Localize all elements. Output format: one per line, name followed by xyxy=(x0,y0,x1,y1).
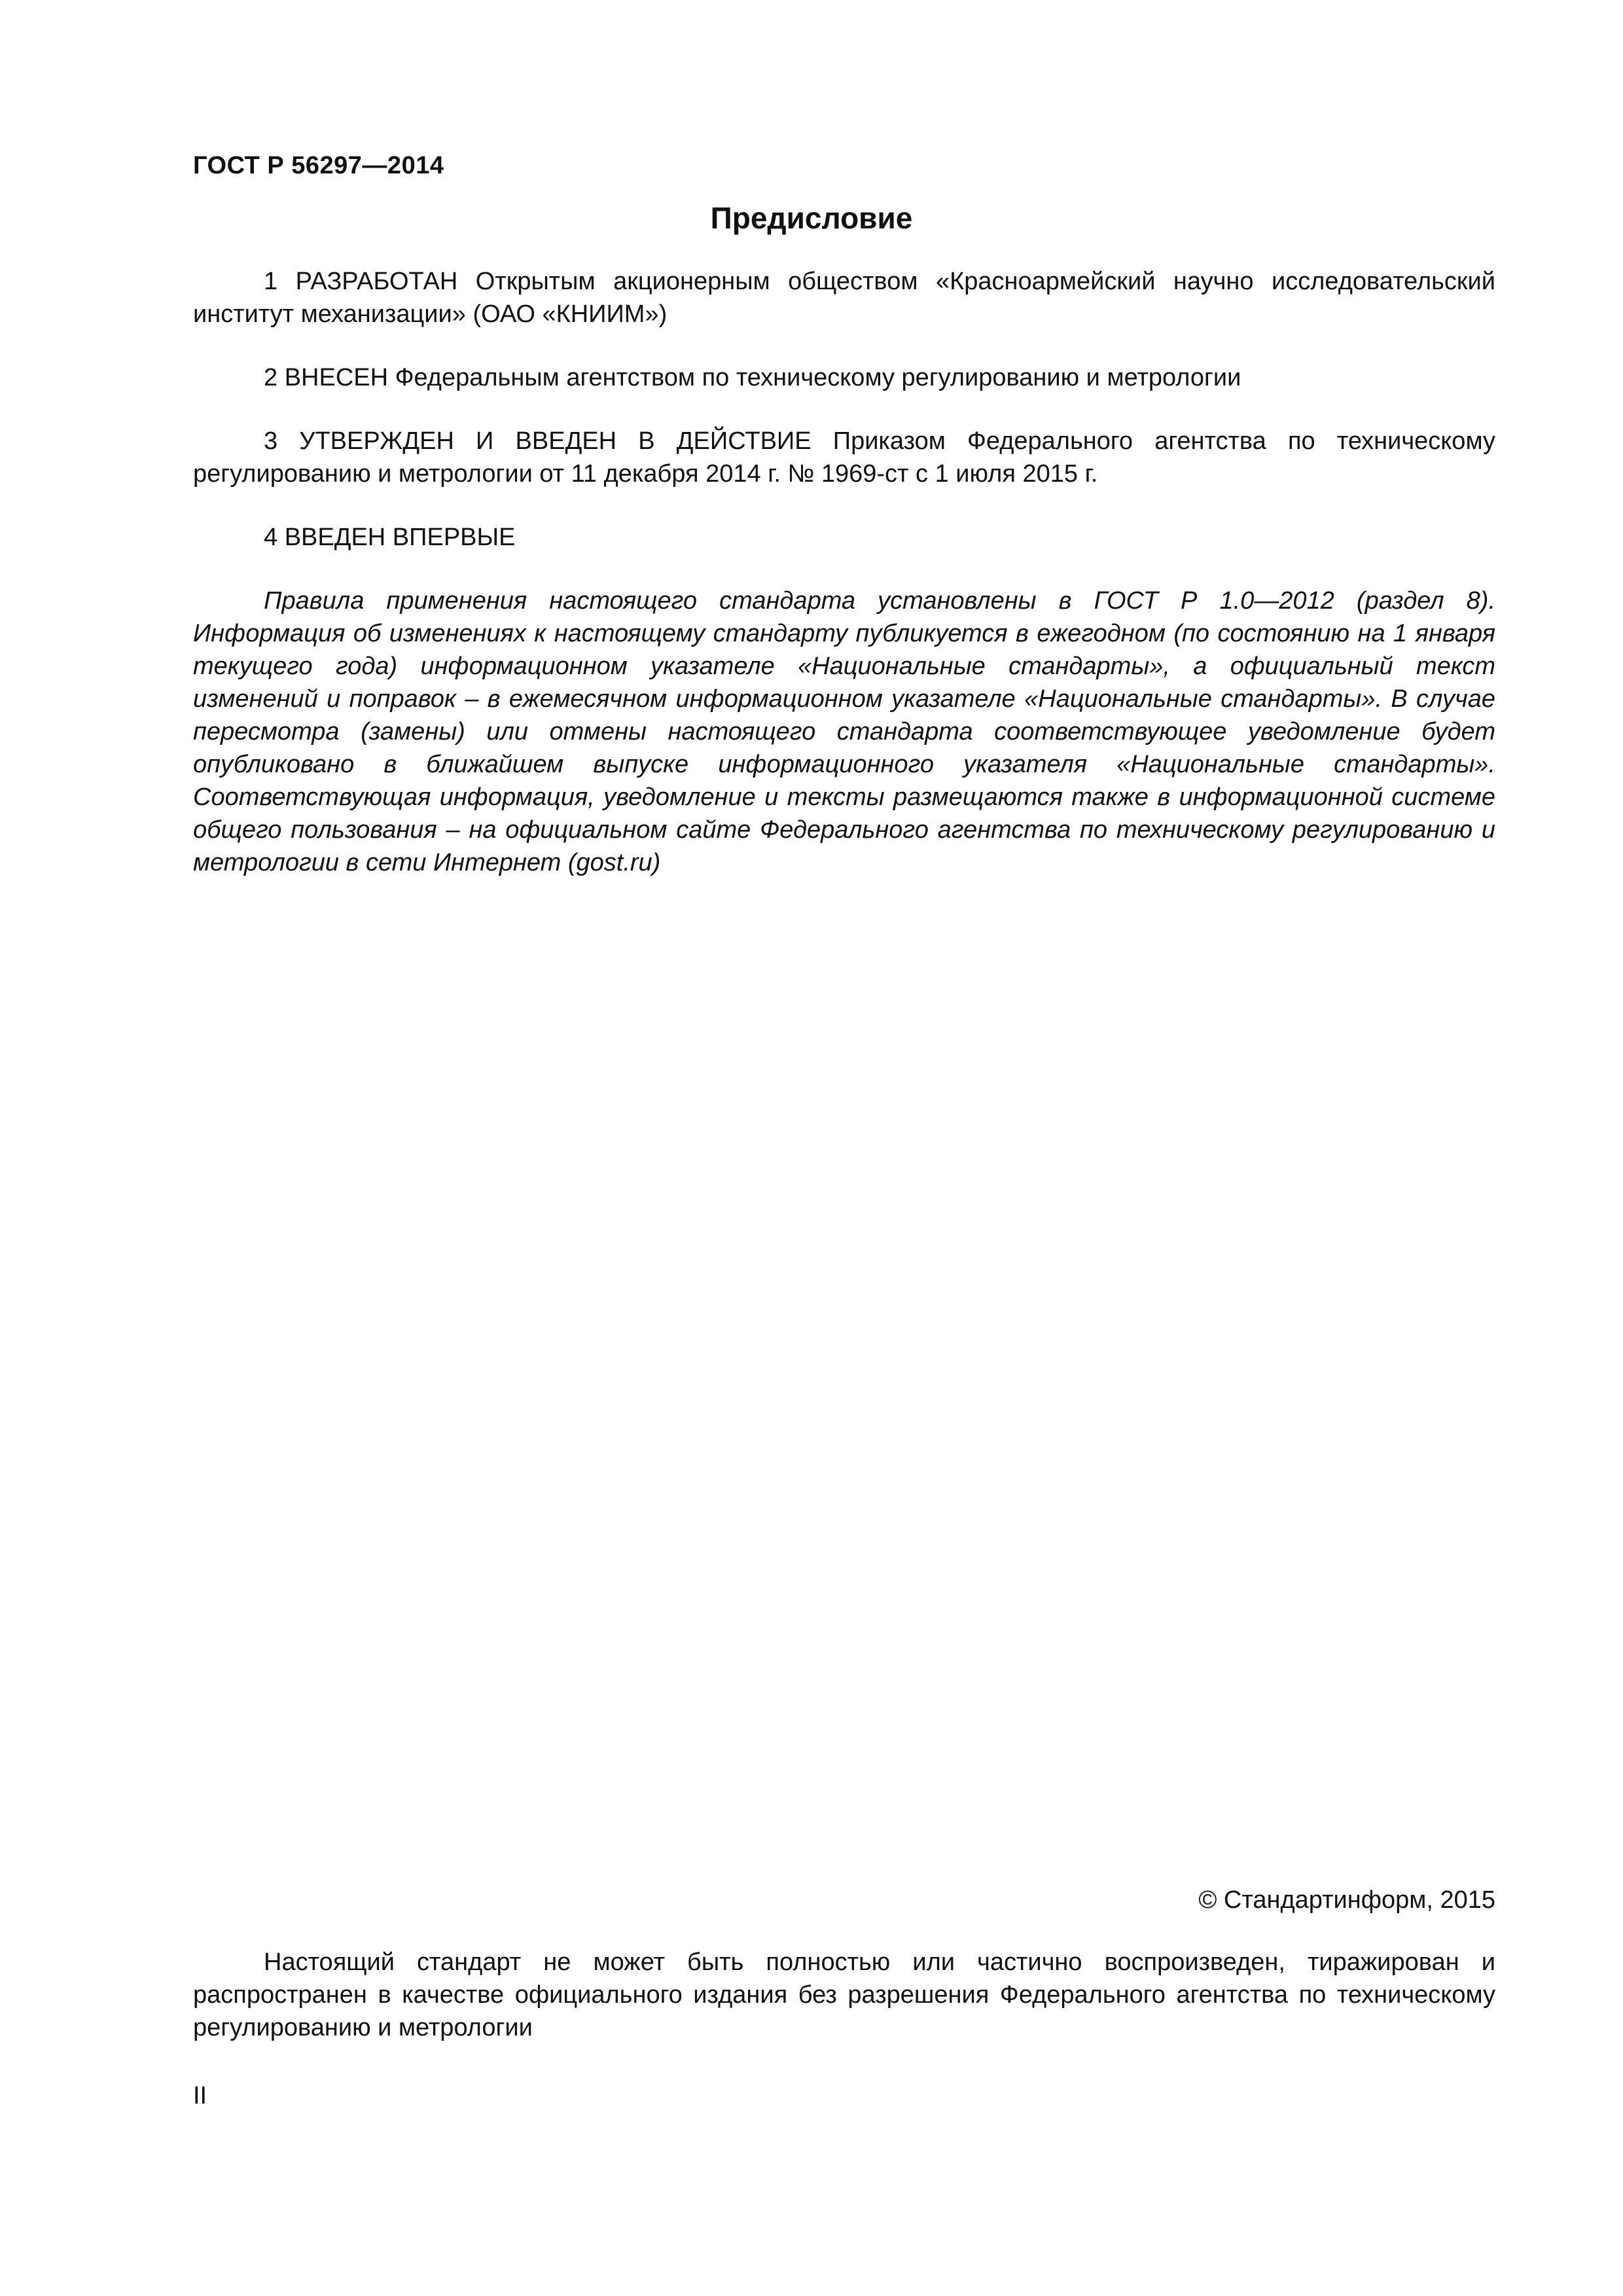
paragraph-approved: 3 УТВЕРЖДЕН И ВВЕДЕН В ДЕЙСТВИЕ Приказом Федерального агентства по техническому регулированию и метрологии от 11 декабря 2014 г. № 1969-ст с 1 июля 2015 г. xyxy=(193,427,1495,488)
foreword-body xyxy=(193,265,1495,910)
reproduction-notice: Настоящий стандарт не может быть полностью или частично воспроизведен, тиражирован и распространен в качестве официального издания без разрешения Федерального агентства по техническому регулированию и метрологии xyxy=(193,1948,1495,2041)
document-code: ГОСТ Р 56297—2014 xyxy=(193,152,444,179)
copyright-line: © Стандартинформ, 2015 xyxy=(1198,1886,1495,1914)
paragraph-submitted-by: 2 ВНЕСЕН Федеральным агентством по техническому регулированию и метрологии xyxy=(264,364,1241,391)
paragraph-first-introduced: 4 ВВЕДЕН ВПЕРВЫЕ xyxy=(264,524,516,551)
paragraph-rules-note: Правила применения настоящего стандарта установлены в ГОСТ Р 1.0—2012 (раздел 8). Информация об изменениях к настоящему стандарту публикуется в ежегодном (по состоянию на 1 января текущего года) информационном указателе «Национальные стандарты», а официальный текст изменений и поправок – в ежемесячном информационном указателе «Национальные стандарты». В случае пересмотра (замены) или отмены настоящего стандарта соответствующее уведомление будет опубликовано в ближайшем выпуске информационного указателя «Национальные стандарты». Соответствующая информация, уведомление и тексты размещаются также в информационной системе общего пользования – на официальном сайте Федерального агентства по техническому регулированию и метрологии в сети Интернет (gost.ru) xyxy=(193,587,1495,876)
page-number: II xyxy=(193,2082,207,2109)
paragraph-developed-by: 1 РАЗРАБОТАН Открытым акционерным обществом «Красноармейский научно исследовательский институт механизации» (ОАО «КНИИМ») xyxy=(193,268,1495,328)
section-title: Предисловие xyxy=(710,201,913,235)
